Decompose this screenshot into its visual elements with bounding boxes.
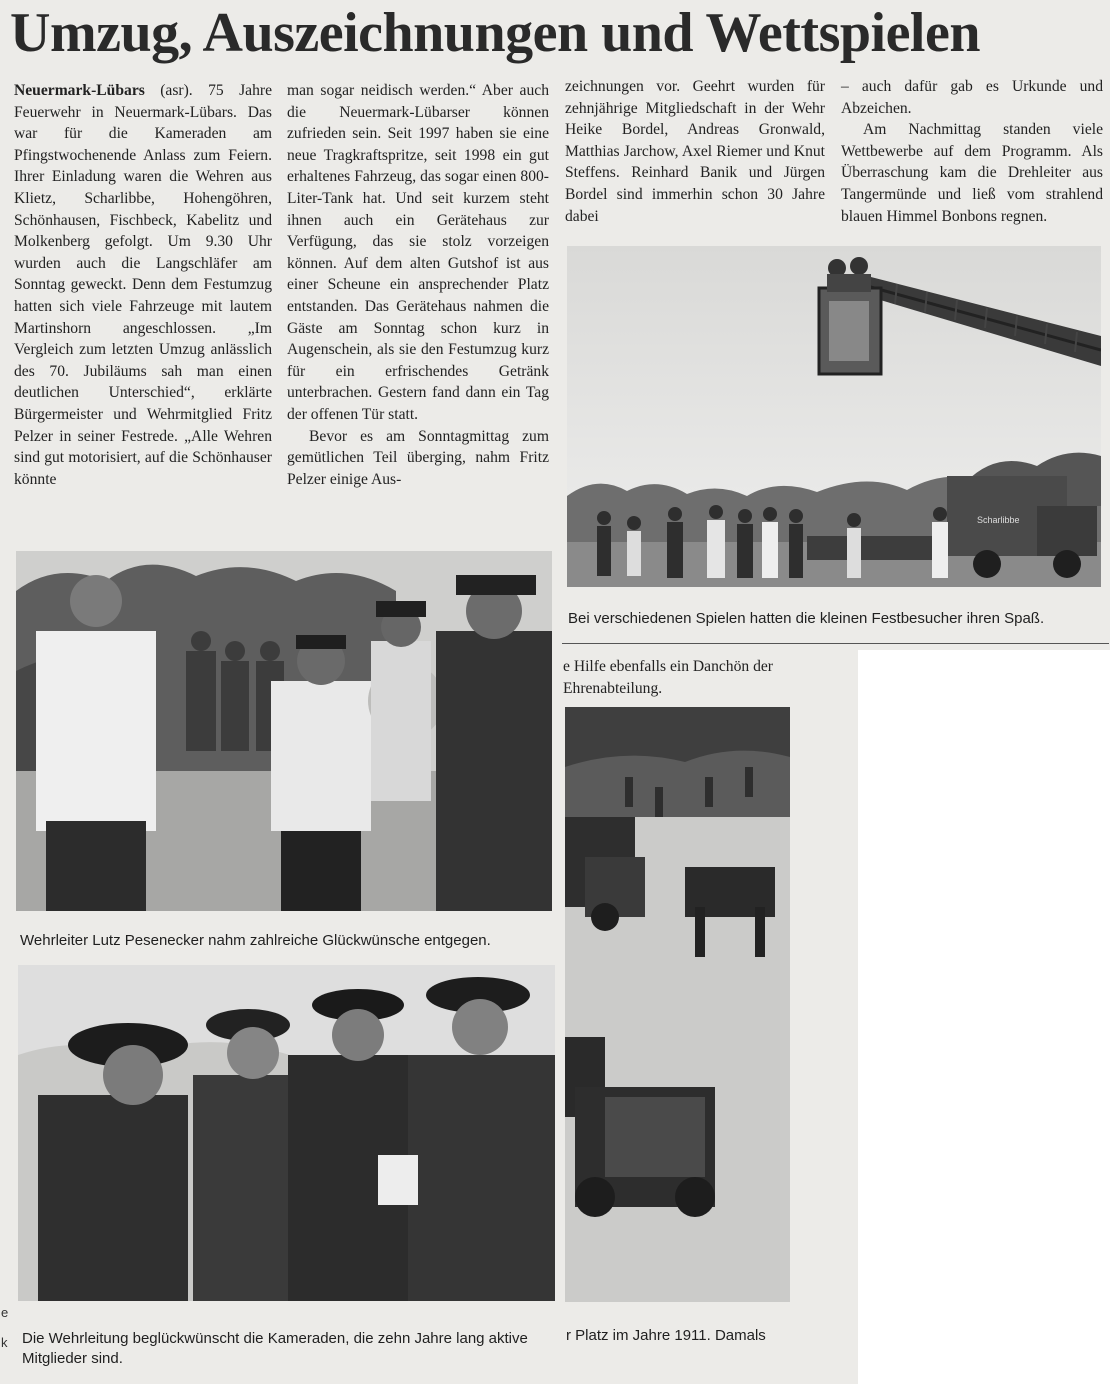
adjacent-article-fragment: e Hilfe ebenfalls ein Danchön der Ehrenabteilung. [563,658,773,697]
column-2-paragraph-1: man sogar neidisch werden.“ Aber auch die Neuermark-Lübarser können zufrieden sein. Seit 1997 haben sie eine neue Tragkraftspritze, seit 1998 ein gut erhaltenes Fahrzeug, das sogar einen 800-Liter-Tank hat. Und seit kurzem steht ihnen auch ein Gerätehaus zur Verfügung, das sie stolz vorzeigen können. Auf dem alten Gutshof ist aus einer Scheune ein ansprechender Platz entstanden. Das Gerätehaus nahmen die Gäste am Sonntag schon kurz in Augenschein, als sie den Festumzug kurz für ein erfrischendes Getränk unterbrachen. Gestern fand dann ein Tag der offenen Tür statt. [287,82,549,423]
column-3-text: zeichnungen vor. Geehrt wurden für zehnjährige Mitgliedschaft in der Wehr Heike Bordel, Andreas Gronwald, Matthias Jarchow, Axel Riemer und Knut Steffens. Reinhard Banik und Jürgen Bordel sind immerhin schon 30 Jahre dabei [565,78,825,225]
caption-group-photo: Die Wehrleitung beglückwünscht die Kameraden, die zehn Jahre lang aktive Mitglieder sind. [22,1330,528,1367]
caption-historic-photo: r Platz im Jahre 1911. Damals [566,1327,766,1344]
photo-award-ceremony [16,551,552,911]
photo-historic-1911 [565,707,790,1302]
article-dateline: Neuermark-Lübars [14,82,145,99]
edge-letter-e: e [1,1305,9,1320]
column-4-paragraph-1: – auch dafür gab es Urkunde und Abzeichen. [841,78,1103,117]
photo-turntable-ladder [567,246,1101,587]
caption-award-photo: Wehrleiter Lutz Pesenecker nahm zahlreiche Glückwünsche entgegen. [20,932,491,949]
article-headline: Umzug, Auszeichnungen und Wettspielen [10,2,980,64]
truck-label: Scharlibbe [977,515,1020,525]
article-column-1 [14,80,272,490]
edge-letter-k: k [1,1335,8,1350]
article-column-2 [287,80,549,490]
column-2-paragraph-2: Bevor es am Sonntagmittag zum gemütlichen Teil überging, nahm Fritz Pelzer einige Aus- [287,427,549,488]
column-1-text: (asr). 75 Jahre Feuerwehr in Neuermark-Lübars. Das war für die Kameraden am Pfingstwochenende Anlass zum Feiern. Ihrer Einladung waren die Wehren aus Klietz, Scharlibbe, Hohengöhren, Schönhausen, Fischbeck, Kabelitz und Molkenberg gefolgt. Um 9.30 Uhr wurden auch die Langschläfer am Sonntag geweckt. Denn dem Festumzug hatten sich viele Fahrzeuge mit lautem Martinshorn angeschlossen. „Im Vergleich zum letzten Umzug anlässlich des 70. Jubiläums sah man einen deutlichen Unterschied“, erklärte Bürgermeister und Wehrmitglied Fritz Pelzer in seiner Festrede. „Alle Wehren sind gut motorisiert, auf die Schönhauser könnte [14,82,272,488]
caption-ladder-photo: Bei verschiedenen Spielen hatten die kleinen Festbesucher ihren Spaß. [568,610,1045,627]
column-4-paragraph-2: Am Nachmittag standen viele Wettbewerbe auf dem Programm. Als Überraschung kam die Drehleiter aus Tangermünde und ließ vom strahlend blauen Himmel Bonbons regnen. [841,121,1103,225]
article-column-3 [565,76,825,227]
section-divider [562,643,1109,644]
photo-congratulations [18,965,555,1301]
article-column-4 [841,76,1103,227]
